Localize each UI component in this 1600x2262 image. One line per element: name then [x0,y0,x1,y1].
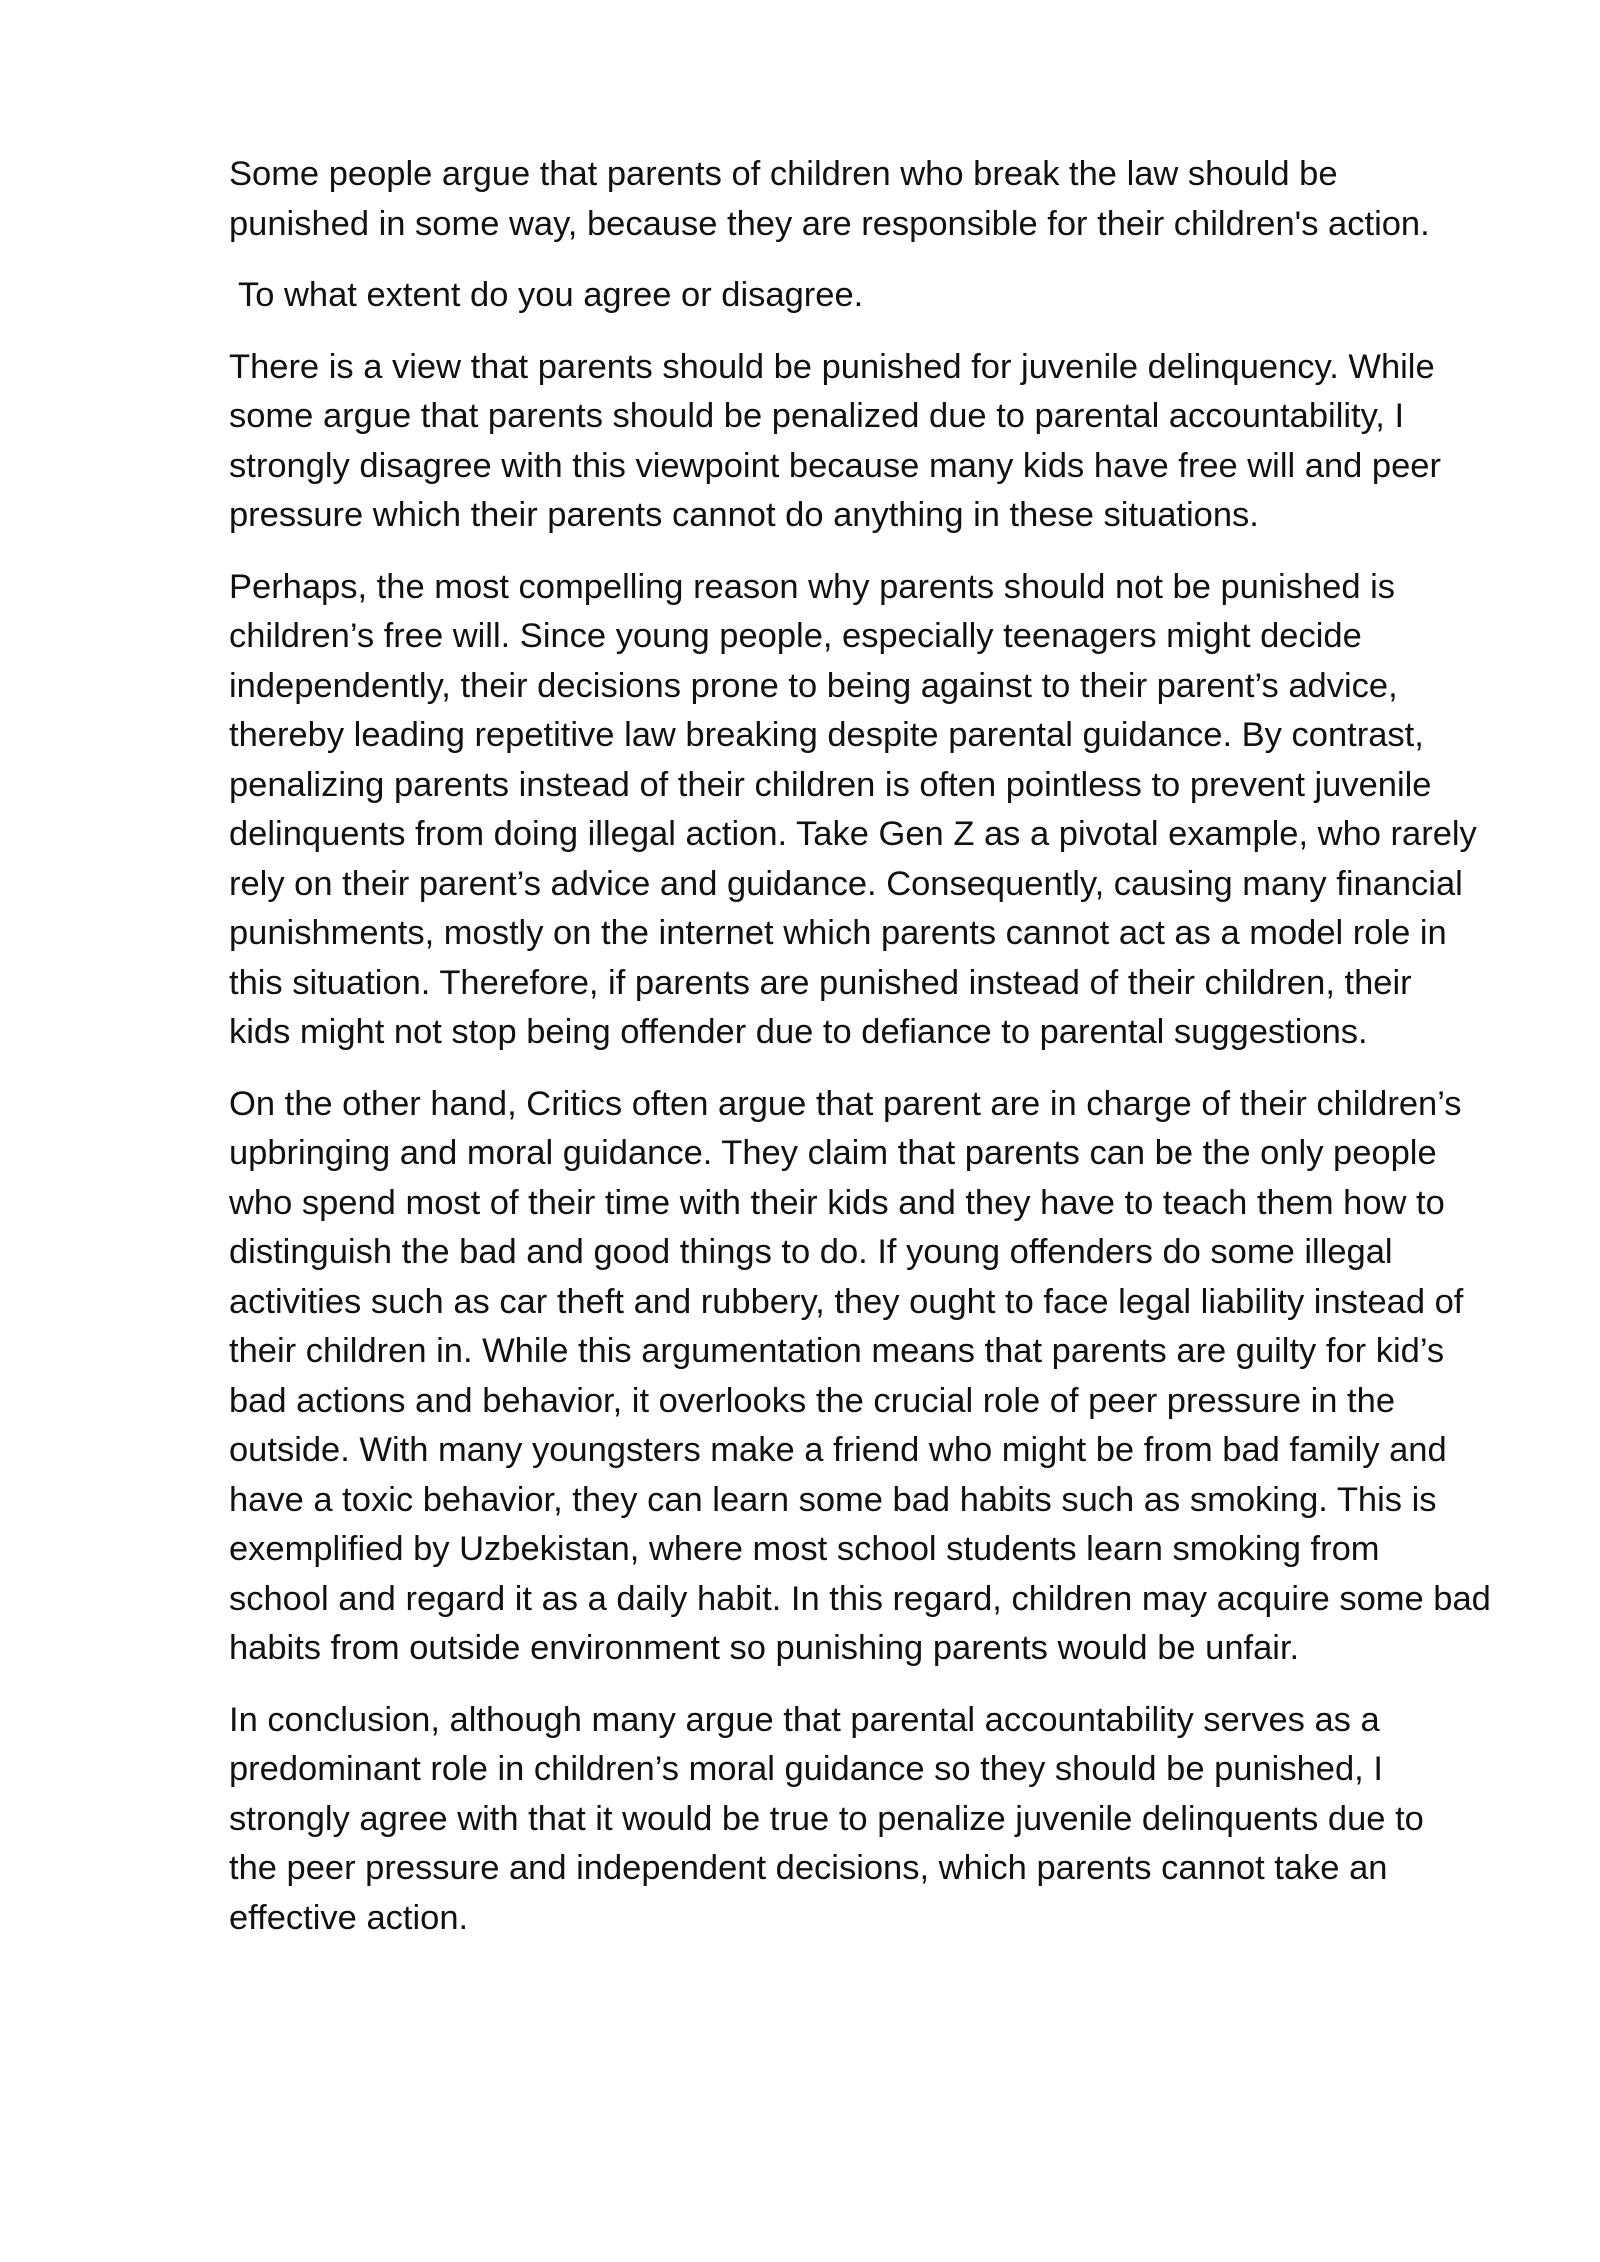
text-line: independently, their decisions prone to being against to their parent’s advice, [229,666,1398,705]
text-line: the peer pressure and independent decisions, which parents cannot take an [229,1849,1388,1887]
text-line: strongly disagree with this viewpoint because many kids have free will and peer [229,446,1441,485]
prompt-line: punished in some way, because they are responsible for their children's action. [229,204,1430,243]
text-line: children’s free will. Since young people, especially teenagers might decide [229,617,1362,655]
text-line: bad actions and behavior, it overlooks the crucial role of peer pressure in the [229,1381,1396,1420]
prompt-line: Some people argue that parents of children who break the law should be [229,155,1338,193]
essay-body [229,150,1529,1965]
text-line: There is a view that parents should be punished for juvenile delinquency. While [229,347,1435,386]
text-line: predominant role in children’s moral guidance so they should be punished, I [229,1750,1383,1788]
paragraph-body-1 [229,563,1529,1058]
text-line: outside. With many youngsters make a friend who might be from bad family and [229,1431,1447,1469]
text-line: effective action. [229,1898,469,1937]
question-line: To what extent do you agree or disagree. [238,276,864,314]
text-line: strongly agree with that it would be true to penalize juvenile delinquents due to [229,1799,1424,1838]
text-line: penalizing parents instead of their children is often pointless to prevent juvenile [229,765,1432,804]
paragraph-conclusion [229,1696,1529,1944]
text-line: pressure which their parents cannot do anything in these situations. [229,496,1259,534]
text-line: exemplified by Uzbekistan, where most school students learn smoking from [229,1530,1380,1568]
text-line: have a toxic behavior, they can learn some bad habits such as smoking. This is [229,1480,1437,1519]
text-line: this situation. Therefore, if parents are punished instead of their children, their [229,963,1412,1002]
text-line: delinquents from doing illegal action. Take Gen Z as a pivotal example, who rarely [229,815,1477,853]
essay-question [229,271,1529,321]
text-line: Perhaps, the most compelling reason why parents should not be punished is [229,567,1396,606]
text-line: In conclusion, although many argue that parental accountability serves as a [229,1700,1380,1739]
text-line: distinguish the bad and good things to do. If young offenders do some illegal [229,1233,1393,1271]
text-line: their children in. While this argumentation means that parents are guilty for kid’s [229,1332,1445,1370]
text-line: punishments, mostly on the internet which parents cannot act as a model role in [229,914,1447,952]
paragraph-introduction [229,343,1529,541]
paragraph-body-2 [229,1080,1529,1674]
text-line: activities such as car theft and rubbery, they ought to face legal liability instead of [229,1282,1464,1321]
text-line: kids might not stop being offender due to defiance to parental suggestions. [229,1013,1368,1051]
text-line: rely on their parent’s advice and guidance. Consequently, causing many financial [229,864,1463,903]
text-line: habits from outside environment so punishing parents would be unfair. [229,1629,1300,1667]
text-line: On the other hand, Critics often argue that parent are in charge of their children’s [229,1084,1462,1123]
text-line: thereby leading repetitive law breaking despite parental guidance. By contrast, [229,716,1424,754]
text-line: who spend most of their time with their kids and they have to teach them how to [229,1183,1445,1222]
text-line: school and regard it as a daily habit. In this regard, children may acquire some bad [229,1579,1491,1618]
text-line: some argue that parents should be penalized due to parental accountability, I [229,397,1405,435]
essay-prompt [229,150,1529,249]
text-line: upbringing and moral guidance. They claim that parents can be the only people [229,1134,1437,1172]
